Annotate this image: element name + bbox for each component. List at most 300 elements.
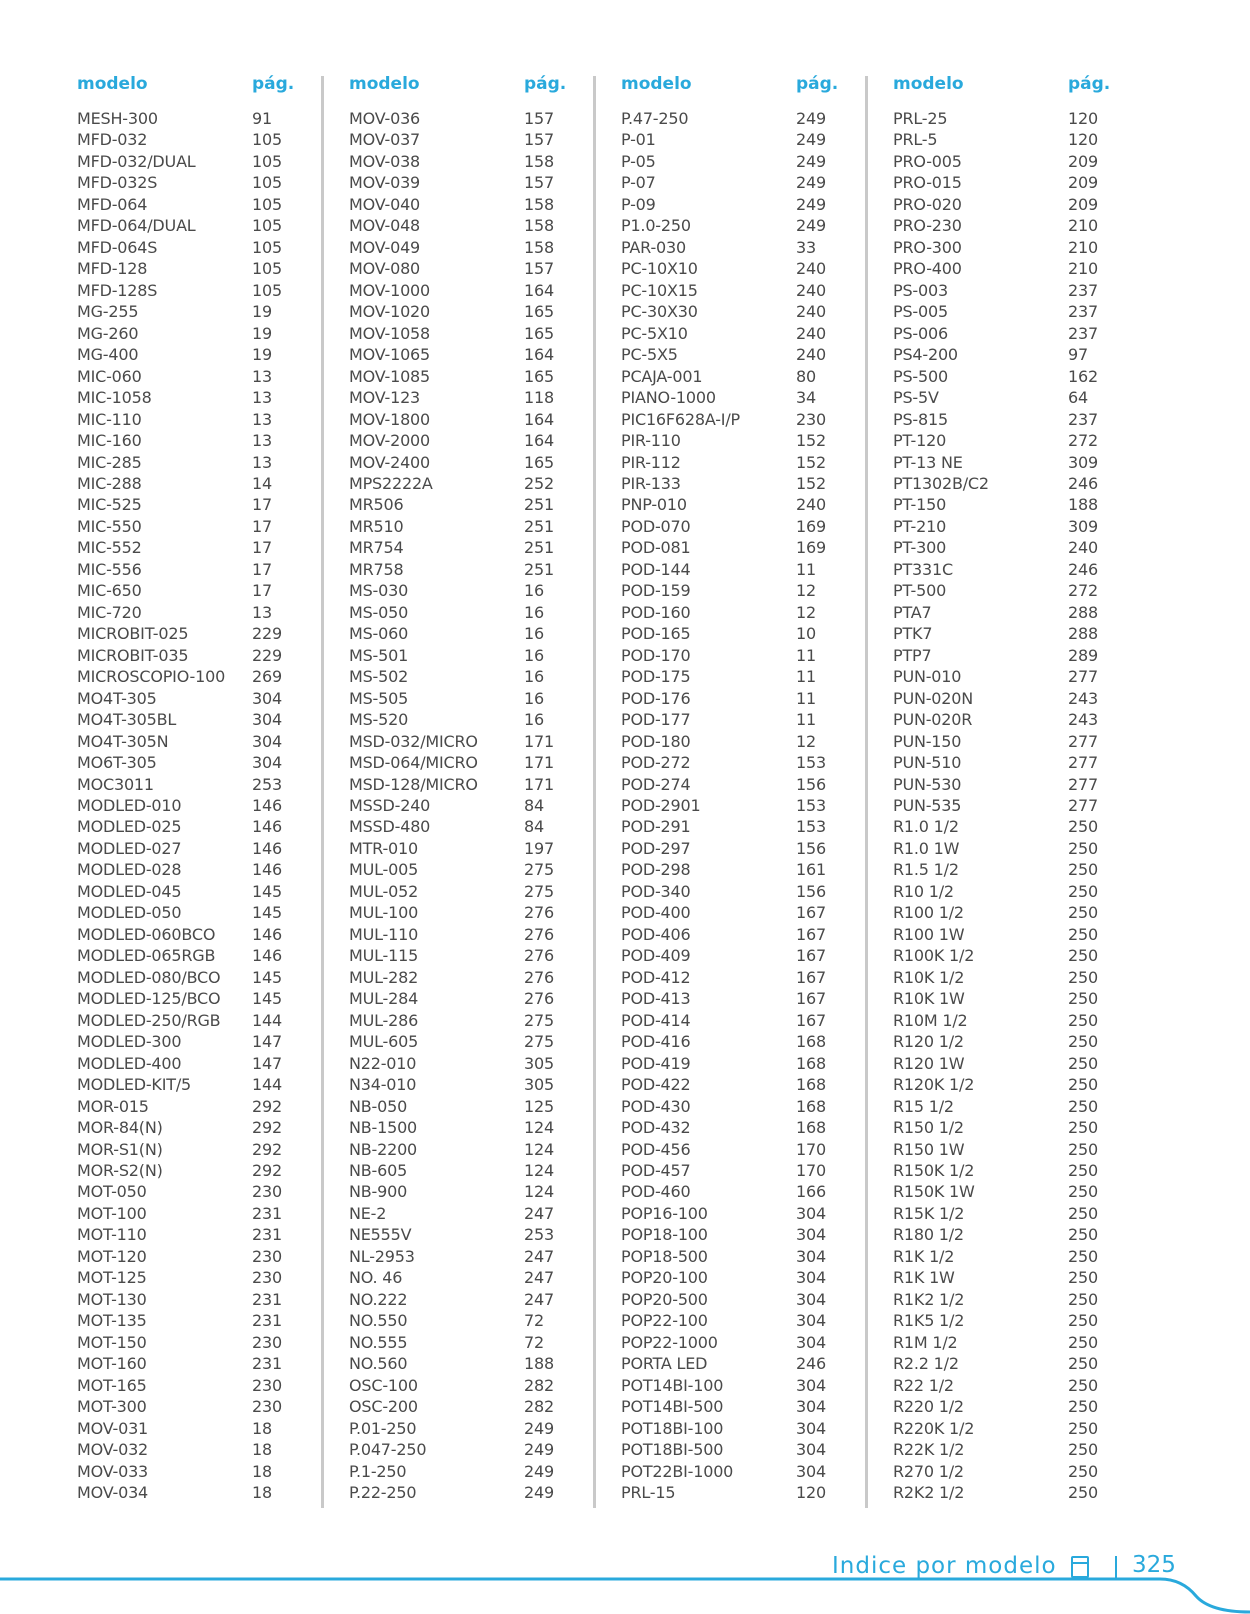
list-item (606, 323, 836, 344)
model-code: MOV-036 (349, 109, 421, 128)
list-item (62, 151, 292, 172)
model-code: POD-170 (621, 645, 691, 665)
model-code: PC-10X10 (621, 259, 698, 279)
model-code: POD-460 (621, 1182, 691, 1202)
model-code: P-01 (621, 130, 656, 150)
list-item (62, 1010, 292, 1031)
page-ref: 18 (252, 1418, 272, 1438)
model-code: R15K 1/2 (893, 1203, 965, 1223)
model-code: MIC-288 (77, 473, 142, 493)
page-ref: 231 (252, 1289, 282, 1309)
model-code: MOV-2400 (349, 452, 431, 472)
list-item (878, 537, 1108, 558)
footer-divider (1115, 1556, 1117, 1578)
column-header (62, 72, 295, 100)
model-code: POD-412 (621, 967, 691, 987)
model-code: R120 1W (893, 1053, 965, 1073)
page-ref: 269 (252, 667, 282, 687)
list-item (334, 108, 564, 129)
page-ref: 153 (796, 753, 826, 773)
page-ref: 250 (1068, 1461, 1098, 1481)
list-item (606, 881, 836, 902)
model-code: MOV-1065 (349, 345, 431, 365)
page-ref: 12 (796, 581, 816, 601)
index-column-4 (878, 72, 1111, 1508)
model-code: R1M 1/2 (893, 1332, 958, 1352)
model-code: POD-457 (621, 1160, 691, 1180)
list-item (878, 1332, 1108, 1353)
model-code: POT18BI-500 (621, 1440, 724, 1460)
model-code: MOV-040 (349, 194, 421, 214)
page-ref: 250 (1068, 1010, 1098, 1030)
page-ref: 272 (1068, 431, 1098, 451)
list-item (878, 1224, 1108, 1245)
model-code: PS-5V (893, 388, 939, 408)
page-ref: 169 (796, 516, 826, 536)
page-ref: 118 (524, 388, 554, 408)
page-ref: 147 (252, 1053, 282, 1073)
list-item (606, 902, 836, 923)
model-code: MSD-032/MICRO (349, 731, 478, 751)
page-ref: 145 (252, 967, 282, 987)
list-item (334, 366, 564, 387)
model-code: MS-505 (349, 688, 409, 708)
column-separator (865, 76, 868, 1508)
list-item (606, 1332, 836, 1353)
page-ref: 146 (252, 838, 282, 858)
list-item (606, 344, 836, 365)
list-item (878, 452, 1108, 473)
page-ref: 304 (252, 688, 282, 708)
list-item (334, 859, 564, 880)
page-ref: 209 (1068, 173, 1098, 193)
list-item (334, 129, 564, 150)
list-item (878, 258, 1108, 279)
list-item (334, 1482, 564, 1503)
list-item (62, 945, 292, 966)
list-item (334, 1396, 564, 1417)
list-item (878, 1139, 1108, 1160)
model-code: R15 1/2 (893, 1096, 954, 1116)
model-code: PNP-010 (621, 495, 687, 515)
model-code: R180 1/2 (893, 1225, 964, 1245)
list-item (62, 323, 292, 344)
page-ref: 231 (252, 1354, 282, 1374)
list-item (334, 237, 564, 258)
model-code: MUL-605 (349, 1032, 419, 1052)
list-item (878, 1246, 1108, 1267)
page-ref: 144 (252, 1010, 282, 1030)
model-code: PTK7 (893, 624, 933, 644)
page-ref: 230 (252, 1246, 282, 1266)
model-code: MOV-049 (349, 237, 421, 257)
list-item (334, 1246, 564, 1267)
list-item (878, 645, 1108, 666)
model-code: N22-010 (349, 1053, 417, 1073)
model-code: MOV-034 (77, 1483, 149, 1502)
list-item (62, 1160, 292, 1181)
model-code: P.22-250 (349, 1483, 417, 1502)
index-columns (62, 72, 1212, 1508)
model-code: PTA7 (893, 602, 932, 622)
model-code: MS-050 (349, 602, 409, 622)
list-item (334, 1117, 564, 1138)
page-ref: 282 (524, 1375, 554, 1395)
index-column-2 (334, 72, 567, 1508)
model-code: POP16-100 (621, 1203, 708, 1223)
model-code: MIC-1058 (77, 388, 152, 408)
list-item (606, 752, 836, 773)
list-item (62, 1117, 292, 1138)
index-rows (606, 108, 836, 1503)
page-ref: 305 (524, 1053, 554, 1073)
list-item (878, 602, 1108, 623)
model-code: PS-003 (893, 280, 948, 300)
model-code: MFD-128 (77, 259, 148, 279)
model-code: NB-605 (349, 1160, 408, 1180)
model-code: PS-815 (893, 409, 948, 429)
page-ref: 230 (252, 1332, 282, 1352)
model-code: MFD-032 (77, 130, 148, 150)
page-ref: 250 (1068, 1397, 1098, 1417)
page-ref: 158 (524, 216, 554, 236)
page-ref: 275 (524, 881, 554, 901)
page-ref: 171 (524, 731, 554, 751)
model-code: P-05 (621, 151, 656, 171)
model-code: MOV-080 (349, 259, 421, 279)
model-code: PT-120 (893, 431, 947, 451)
page-ref: 91 (252, 109, 272, 128)
page-ref: 80 (796, 366, 816, 386)
page-ref: 250 (1068, 1354, 1098, 1374)
page-ref: 13 (252, 409, 272, 429)
model-code: MTR-010 (349, 838, 418, 858)
model-code: R100 1/2 (893, 903, 964, 923)
page-ref: 304 (796, 1440, 826, 1460)
model-code: NB-050 (349, 1096, 408, 1116)
index-rows (62, 108, 292, 1503)
page-ref: 124 (524, 1182, 554, 1202)
list-item (334, 215, 564, 236)
list-item (62, 795, 292, 816)
model-code: MODLED-045 (77, 881, 182, 901)
list-item (62, 1053, 292, 1074)
model-code: POD-070 (621, 516, 691, 536)
model-code: P-07 (621, 173, 656, 193)
model-code: MOT-135 (77, 1311, 147, 1331)
model-code: PUN-530 (893, 774, 962, 794)
model-code: MOT-100 (77, 1203, 147, 1223)
list-item (606, 215, 836, 236)
model-code: R1K2 1/2 (893, 1289, 965, 1309)
model-code: R120 1/2 (893, 1032, 964, 1052)
page-ref: 250 (1068, 860, 1098, 880)
page-ref: 16 (524, 645, 544, 665)
model-code: R1.5 1/2 (893, 860, 959, 880)
list-item (606, 774, 836, 795)
page-ref: 12 (796, 602, 816, 622)
list-item (62, 172, 292, 193)
page-ref: 72 (524, 1332, 544, 1352)
page-ref: 157 (524, 130, 554, 150)
page-ref: 197 (524, 838, 554, 858)
model-code: PIANO-1000 (621, 388, 716, 408)
list-item (878, 1010, 1108, 1031)
model-code: R220 1/2 (893, 1397, 964, 1417)
list-item (334, 967, 564, 988)
model-code: MIC-060 (77, 366, 142, 386)
list-item (878, 623, 1108, 644)
model-code: MUL-282 (349, 967, 419, 987)
page-ref: 11 (796, 667, 816, 687)
list-item (334, 902, 564, 923)
list-item (878, 1160, 1108, 1181)
list-item (62, 215, 292, 236)
model-code: MUL-115 (349, 946, 419, 966)
list-item (606, 194, 836, 215)
list-item (334, 816, 564, 837)
model-code: MR758 (349, 559, 404, 579)
page-ref: 17 (252, 538, 272, 558)
list-item (334, 1181, 564, 1202)
model-code: MOV-033 (77, 1461, 149, 1481)
list-item (606, 967, 836, 988)
page-ref: 249 (796, 109, 826, 128)
list-item (62, 1031, 292, 1052)
page-ref: 16 (524, 602, 544, 622)
page-ref: 250 (1068, 1440, 1098, 1460)
model-code: MODLED-010 (77, 796, 182, 815)
list-item (62, 129, 292, 150)
page-ref: 250 (1068, 1332, 1098, 1352)
page-ref: 272 (1068, 581, 1098, 601)
model-code: PIR-133 (621, 473, 681, 493)
model-code: MS-030 (349, 581, 409, 601)
list-item (606, 645, 836, 666)
model-code: POD-432 (621, 1118, 691, 1138)
page-ref: 250 (1068, 1311, 1098, 1331)
list-item (878, 1117, 1108, 1138)
list-item (62, 194, 292, 215)
page-ref: 157 (524, 173, 554, 193)
list-item (606, 988, 836, 1009)
list-item (878, 1482, 1108, 1503)
page-ref: 250 (1068, 1160, 1098, 1180)
page-ref: 10 (796, 624, 816, 644)
page-ref: 229 (252, 645, 282, 665)
page-ref: 240 (1068, 538, 1098, 558)
page-ref: 251 (524, 516, 554, 536)
page-ref: 158 (524, 194, 554, 214)
list-item (878, 1375, 1108, 1396)
page-ref: 240 (796, 495, 826, 515)
list-item (62, 924, 292, 945)
page-ref: 249 (524, 1461, 554, 1481)
page-ref: 292 (252, 1118, 282, 1138)
page-ref: 162 (1068, 366, 1098, 386)
list-item (878, 151, 1108, 172)
model-code: POT18BI-100 (621, 1418, 724, 1438)
page-ref: 276 (524, 946, 554, 966)
page-ref: 170 (796, 1139, 826, 1159)
page-ref: 240 (796, 323, 826, 343)
model-code: MOR-015 (77, 1096, 149, 1116)
model-code: MFD-128S (77, 280, 158, 300)
page-ref: 249 (524, 1418, 554, 1438)
list-item (878, 774, 1108, 795)
page-ref: 309 (1068, 516, 1098, 536)
page-ref: 304 (796, 1289, 826, 1309)
page-ref: 11 (796, 710, 816, 730)
list-item (62, 1418, 292, 1439)
list-item (606, 537, 836, 558)
list-item (334, 473, 564, 494)
page-ref: 17 (252, 516, 272, 536)
page-ref: 246 (1068, 559, 1098, 579)
model-code: POD-175 (621, 667, 691, 687)
list-item (878, 516, 1108, 537)
page-ref: 64 (1068, 388, 1088, 408)
list-item (878, 1267, 1108, 1288)
list-item (62, 731, 292, 752)
model-code: PRO-300 (893, 237, 962, 257)
bottom-decorative-line (0, 1576, 1250, 1614)
page-ref: 209 (1068, 194, 1098, 214)
list-item (334, 516, 564, 537)
page-ref: 250 (1068, 1203, 1098, 1223)
model-code: MOT-125 (77, 1268, 147, 1288)
page-ref: 230 (252, 1182, 282, 1202)
page-ref: 247 (524, 1203, 554, 1223)
list-item (334, 988, 564, 1009)
list-item (334, 881, 564, 902)
model-code: P.047-250 (349, 1440, 427, 1460)
model-code: OSC-100 (349, 1375, 418, 1395)
page-ref: 250 (1068, 903, 1098, 923)
model-code: MICROBIT-035 (77, 645, 189, 665)
model-code: PS-005 (893, 302, 948, 322)
page-ref: 249 (796, 151, 826, 171)
list-item (606, 1074, 836, 1095)
list-item (62, 859, 292, 880)
list-item (606, 859, 836, 880)
list-item (606, 666, 836, 687)
list-item (606, 580, 836, 601)
page-ref: 250 (1068, 967, 1098, 987)
list-item (606, 1461, 836, 1482)
list-item (62, 709, 292, 730)
page-ref: 210 (1068, 216, 1098, 236)
page-ref: 304 (796, 1375, 826, 1395)
list-item (334, 1031, 564, 1052)
list-item (62, 258, 292, 279)
page-ref: 237 (1068, 409, 1098, 429)
page-ref: 156 (796, 838, 826, 858)
list-item (334, 537, 564, 558)
list-item (606, 430, 836, 451)
page-ref: 231 (252, 1311, 282, 1331)
model-code: PUN-020N (893, 688, 974, 708)
list-item (334, 1160, 564, 1181)
page-ref: 304 (796, 1397, 826, 1417)
model-code: PRO-400 (893, 259, 962, 279)
model-code: MUL-052 (349, 881, 419, 901)
list-item (62, 580, 292, 601)
model-code: R10 1/2 (893, 881, 954, 901)
model-code: MIC-110 (77, 409, 142, 429)
list-item (62, 1396, 292, 1417)
page-ref: 250 (1068, 1289, 1098, 1309)
model-code: PT-13 NE (893, 452, 963, 472)
list-item (606, 1375, 836, 1396)
model-code: POD-272 (621, 753, 691, 773)
model-code: R22 1/2 (893, 1375, 954, 1395)
header-model: modelo (621, 74, 692, 94)
list-item (334, 1010, 564, 1031)
model-code: PT1302B/C2 (893, 473, 989, 493)
list-item (606, 108, 836, 129)
page-ref: 157 (524, 109, 554, 128)
list-item (878, 344, 1108, 365)
list-item (334, 623, 564, 644)
model-code: MODLED-050 (77, 903, 182, 923)
model-code: MSD-064/MICRO (349, 753, 478, 773)
model-code: PUN-510 (893, 753, 962, 773)
list-item (606, 301, 836, 322)
model-code: MOT-120 (77, 1246, 147, 1266)
page-ref: 249 (796, 173, 826, 193)
page-ref: 249 (524, 1483, 554, 1502)
page-ref: 237 (1068, 302, 1098, 322)
model-code: POD-160 (621, 602, 691, 622)
list-item (62, 1375, 292, 1396)
page-ref: 250 (1068, 1418, 1098, 1438)
model-code: MICROBIT-025 (77, 624, 189, 644)
list-item (878, 280, 1108, 301)
model-code: MOT-300 (77, 1397, 147, 1417)
page-ref: 168 (796, 1096, 826, 1116)
model-code: PUN-020R (893, 710, 973, 730)
list-item (334, 1353, 564, 1374)
model-code: MOT-050 (77, 1182, 147, 1202)
model-code: MODLED-250/RGB (77, 1010, 221, 1030)
list-item (62, 473, 292, 494)
list-item (334, 795, 564, 816)
model-code: R150 1/2 (893, 1118, 964, 1138)
header-page: pág. (252, 74, 295, 94)
list-item (334, 1267, 564, 1288)
model-code: MOT-160 (77, 1354, 147, 1374)
model-code: R120K 1/2 (893, 1075, 975, 1095)
page-ref: 249 (796, 130, 826, 150)
model-code: PRL-5 (893, 130, 938, 150)
page-ref: 147 (252, 1032, 282, 1052)
page-ref: 105 (252, 216, 282, 236)
model-code: MOT-165 (77, 1375, 147, 1395)
page-ref: 105 (252, 194, 282, 214)
model-code: MUL-284 (349, 989, 419, 1009)
model-code: MOV-1800 (349, 409, 431, 429)
model-code: PC-10X15 (621, 280, 698, 300)
list-item (62, 280, 292, 301)
list-item (606, 795, 836, 816)
list-item (878, 1461, 1108, 1482)
list-item (62, 452, 292, 473)
list-item (878, 988, 1108, 1009)
page-ref: 275 (524, 1010, 554, 1030)
list-item (878, 816, 1108, 837)
page-ref: 120 (1068, 130, 1098, 150)
